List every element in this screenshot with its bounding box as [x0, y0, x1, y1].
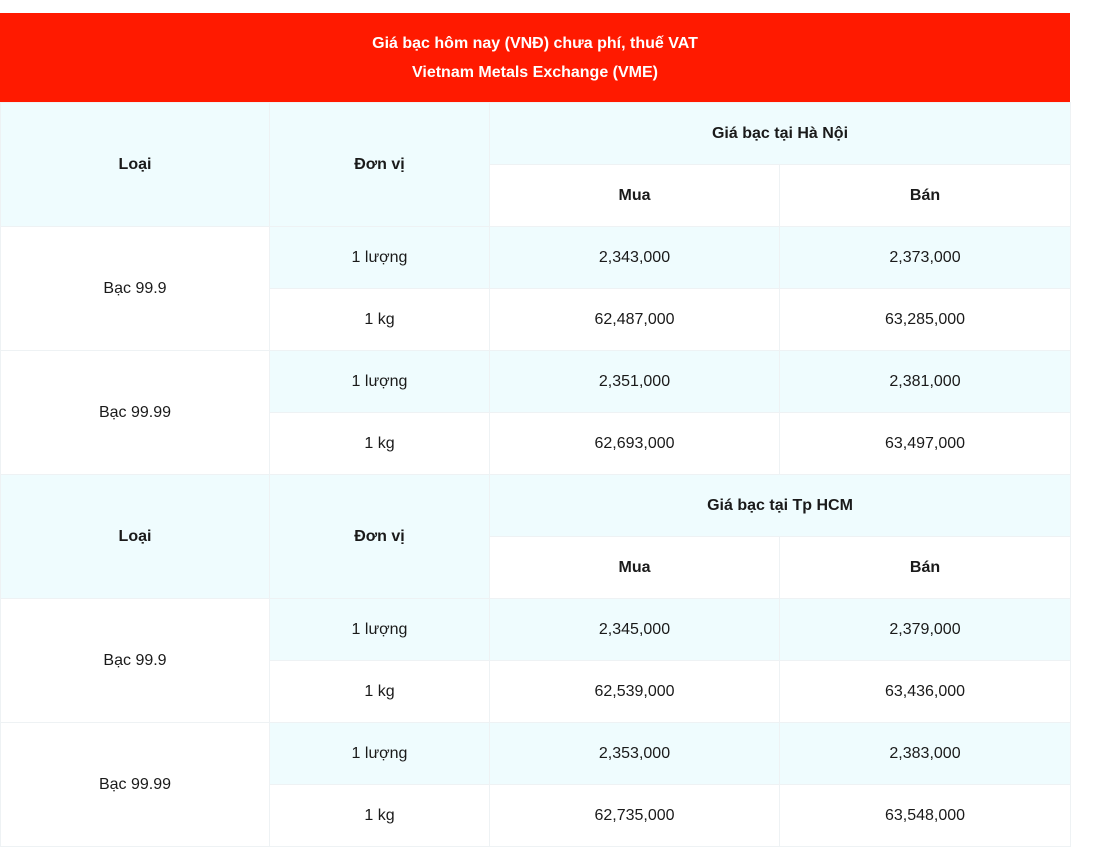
table-row [1, 723, 1071, 785]
silver-price-widget [0, 13, 1070, 847]
buy-price-cell: 62,539,000 [490, 661, 780, 723]
buy-price-cell: 62,693,000 [490, 413, 780, 475]
unit-cell: 1 lượng [270, 599, 490, 661]
buy-price-cell: 62,487,000 [490, 289, 780, 351]
unit-cell: 1 kg [270, 413, 490, 475]
col-header-unit: Đơn vị [270, 103, 490, 227]
sell-price-cell: 63,285,000 [780, 289, 1071, 351]
silver-type-cell: Bạc 99.99 [1, 723, 270, 847]
price-table-banner [0, 13, 1070, 102]
col-header-sell: Bán [780, 165, 1071, 227]
unit-cell: 1 kg [270, 661, 490, 723]
sell-price-cell: 63,436,000 [780, 661, 1071, 723]
col-header-type: Loại [1, 475, 270, 599]
buy-price-cell: 2,343,000 [490, 227, 780, 289]
sell-price-cell: 2,383,000 [780, 723, 1071, 785]
silver-type-cell: Bạc 99.99 [1, 351, 270, 475]
table-row [1, 599, 1071, 661]
section-header-row [1, 103, 1071, 165]
unit-cell: 1 lượng [270, 723, 490, 785]
buy-price-cell: 2,351,000 [490, 351, 780, 413]
silver-type-cell: Bạc 99.9 [1, 599, 270, 723]
sell-price-cell: 63,548,000 [780, 785, 1071, 847]
col-header-sell: Bán [780, 537, 1071, 599]
sell-price-cell: 2,381,000 [780, 351, 1071, 413]
table-row [1, 351, 1071, 413]
col-header-buy: Mua [490, 537, 780, 599]
col-header-type: Loại [1, 103, 270, 227]
unit-cell: 1 lượng [270, 351, 490, 413]
banner-title: Giá bạc hôm nay (VNĐ) chưa phí, thuế VAT [372, 34, 698, 52]
buy-price-cell: 2,345,000 [490, 599, 780, 661]
table-row [1, 227, 1071, 289]
region-header-hcm: Giá bạc tại Tp HCM [490, 475, 1071, 537]
sell-price-cell: 2,373,000 [780, 227, 1071, 289]
sell-price-cell: 2,379,000 [780, 599, 1071, 661]
unit-cell: 1 kg [270, 289, 490, 351]
unit-cell: 1 kg [270, 785, 490, 847]
silver-type-cell: Bạc 99.9 [1, 227, 270, 351]
sell-price-cell: 63,497,000 [780, 413, 1071, 475]
unit-cell: 1 lượng [270, 227, 490, 289]
region-header-hanoi: Giá bạc tại Hà Nội [490, 103, 1071, 165]
buy-price-cell: 2,353,000 [490, 723, 780, 785]
col-header-buy: Mua [490, 165, 780, 227]
silver-price-table [0, 102, 1071, 847]
banner-subtitle: Vietnam Metals Exchange (VME) [412, 63, 658, 81]
col-header-unit: Đơn vị [270, 475, 490, 599]
section-header-row [1, 475, 1071, 537]
buy-price-cell: 62,735,000 [490, 785, 780, 847]
